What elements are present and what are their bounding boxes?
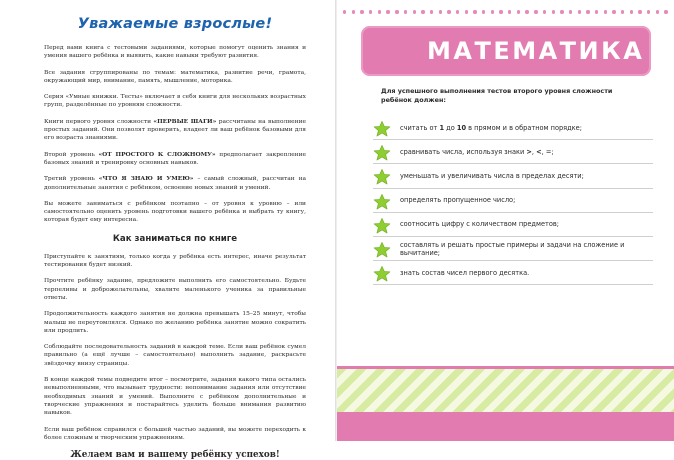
pink-footer-band — [337, 412, 674, 441]
level-three-paragraph: Третий уровень «ЧТО Я ЗНАЮ И УМЕЮ» – самый сложный, рассчитан на дополнительные занятия с ребёнком, освоение новых знаний и умений. — [44, 175, 307, 191]
dot — [517, 10, 520, 13]
skill-text: определять пропущенное число; — [400, 196, 516, 205]
dot — [638, 10, 641, 13]
tip-duration: Продолжительность каждого занятия не должна превышать 15–25 минут, чтобы малыш не переутомлялся. Однако по желанию ребёнка занятие можно сократить или продлить. — [44, 311, 306, 334]
dot — [404, 10, 407, 13]
dot — [543, 10, 546, 13]
list-item — [373, 164, 653, 188]
skill-text: составлять и решать простые примеры и задачи на сложение и вычитание; — [400, 240, 625, 257]
list-item — [373, 116, 653, 140]
dot — [604, 10, 607, 13]
section-subtitle: Как заниматься по книге — [112, 233, 238, 244]
skill-text: считать от 1 до 10 в прямом и в обратном порядке; — [400, 123, 582, 132]
dot — [369, 10, 372, 13]
level-one-paragraph: Книги первого уровня сложности «ПЕРВЫЕ ШАГИ» рассчитаны на выполнение простых заданий. Они позволят проверить, владеет ли ваш ребёнок базовыми для его возраста знаниями. — [44, 117, 306, 142]
dot — [534, 10, 537, 13]
dot — [525, 10, 528, 13]
dot — [647, 10, 650, 13]
dot — [395, 10, 398, 13]
page-title: Уважаемые взрослые! — [77, 16, 273, 32]
dot — [386, 10, 389, 13]
skill-text: уменьшать и увеличивать числа в пределах десяти; — [400, 171, 584, 180]
skill-text: сравнивать числа, используя знаки >, <, =; — [400, 147, 554, 156]
dot — [552, 10, 555, 13]
list-item — [373, 213, 653, 237]
dot — [630, 10, 633, 13]
dot — [421, 10, 424, 13]
dot — [378, 10, 381, 13]
dot — [352, 10, 355, 13]
star-icon — [373, 193, 391, 211]
skill-text: соотносить цифру с количеством предметов; — [400, 220, 559, 229]
star-icon — [373, 217, 391, 235]
closing-wish: Желаем вам и вашему ребёнку успехов! — [70, 450, 280, 460]
star-icon — [373, 120, 391, 138]
tip-interest: Приступайте к занятиям, только когда у ребёнка есть интерес, иначе результат тестирования будет низкий. — [44, 253, 306, 269]
dot — [586, 10, 589, 13]
dot — [447, 10, 450, 13]
dot — [612, 10, 615, 13]
dot — [482, 10, 485, 13]
dot — [656, 10, 659, 13]
dot — [578, 10, 581, 13]
intro-paragraph: Перед вами книга с тестовыми заданиями, которые помогут оценить знания и умения вашего ребёнка и выявить, какие навыки требуют развития. — [44, 45, 306, 60]
dot — [465, 10, 468, 13]
dots-border — [343, 9, 668, 15]
star-icon — [373, 265, 391, 283]
dot — [473, 10, 476, 13]
dot — [508, 10, 511, 13]
level-two-paragraph: Второй уровень «ОТ ПРОСТОГО К СЛОЖНОМУ» предполагает закрепление базовых знаний и тренировку основных навыков. — [44, 150, 307, 166]
tip-summary: В конце каждой темы подведите итог – посмотрите, задания какого типа остались невыполненными, что вызывает трудности: непонимание задания или отсутствие необходимых знаний и умений. Выполните с ребёнком дополнительные и творческие упражнения и постарайтесь уделить больше внимания развитию навыков. — [44, 377, 306, 417]
series-paragraph: Серия «Умные книжки. Тесты» включает в себя книги для нескольких возрастных групп, разделённые по уровням сложности. — [44, 94, 306, 109]
skill-text: знать состав чисел первого десятка. — [400, 268, 530, 277]
dot — [439, 10, 442, 13]
dot — [413, 10, 416, 13]
star-icon — [373, 144, 391, 162]
dot — [430, 10, 433, 13]
dot — [343, 10, 346, 13]
right-page — [337, 0, 674, 441]
dot — [499, 10, 502, 13]
dot — [456, 10, 459, 13]
list-item — [373, 189, 653, 213]
tip-sequence: Соблюдайте последовательность заданий в каждой теме. Если ваш ребёнок сумел правильно (а ещё лучше – самостоятельно) выполнить задание, раскрасьте звёздочку внизу страницы. — [44, 344, 306, 367]
dot — [595, 10, 598, 13]
dot — [491, 10, 494, 13]
dot — [664, 10, 667, 13]
dot — [360, 10, 363, 13]
choice-paragraph: Вы можете заниматься с ребёнком поэтапно – от уровня к уровню – или самостоятельно оценить уровень подготовки вашего ребёнка и выбрать ту книгу, которая будет ему интересна. — [44, 200, 306, 224]
star-icon — [373, 168, 391, 186]
tip-read-task: Прочтите ребёнку задание, предложите выполнить его самостоятельно. Будьте терпеливы и доброжелательны, хвалите маленького ученика за правильные ответы. — [44, 278, 306, 301]
tip-next-level: Если ваш ребёнок справился с большей частью заданий, вы можете переходить к более сложным и творческим упражнениям. — [44, 426, 306, 441]
striped-band — [337, 366, 674, 412]
dot — [621, 10, 624, 13]
dot — [569, 10, 572, 13]
list-item — [373, 237, 653, 261]
dot — [560, 10, 563, 13]
topics-paragraph: Все задания сгруппированы по темам: математика, развитие речи, грамота, окружающий мир, внимание, память, мышление, моторика. — [44, 69, 306, 84]
left-page — [0, 0, 336, 460]
skill-list — [373, 116, 653, 285]
requirements-intro: Для успешного выполнения тестов второго уровня сложности ребёнок должен: — [381, 87, 613, 105]
banner-title: МАТЕМАТИКА — [427, 37, 645, 65]
list-item — [373, 140, 653, 164]
star-icon — [373, 241, 391, 259]
list-item — [373, 261, 653, 285]
title-banner — [361, 26, 651, 76]
